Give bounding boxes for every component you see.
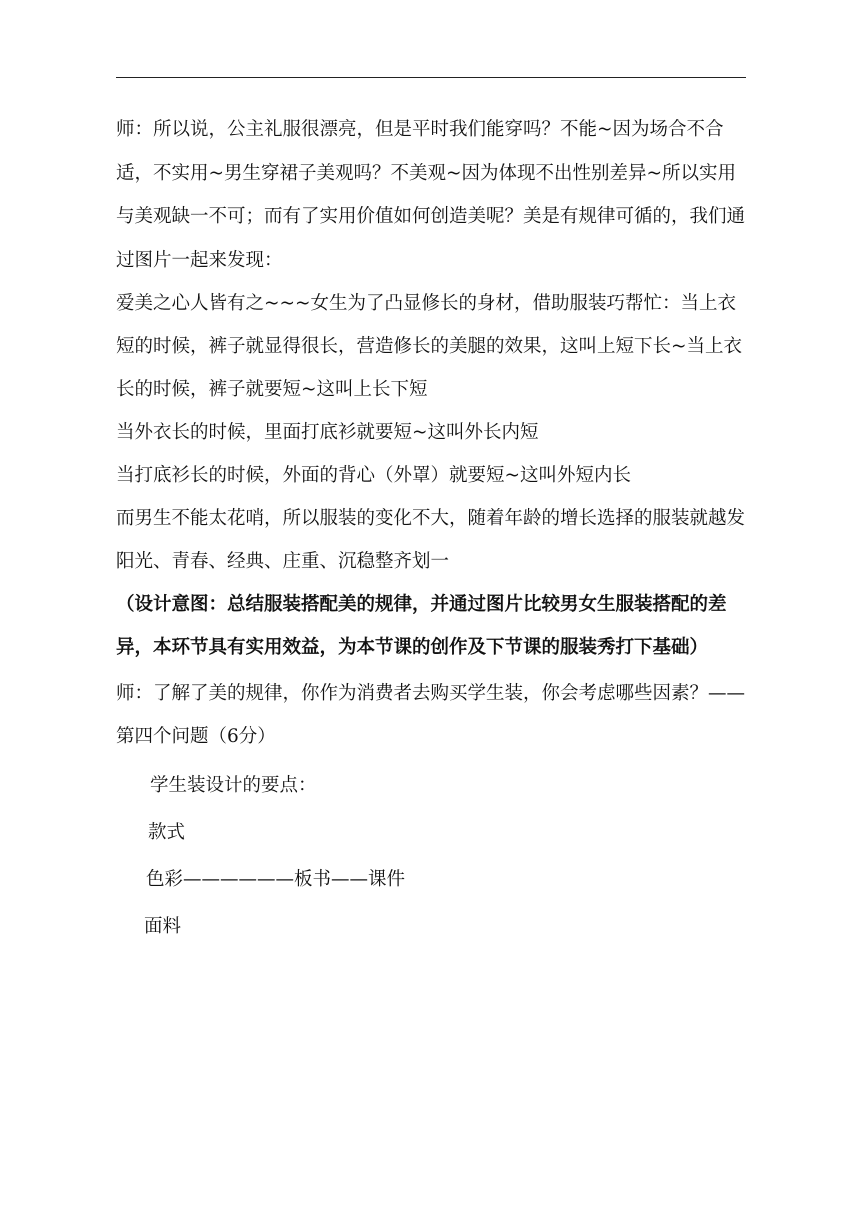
design-intent-note: （设计意图：总结服装搭配美的规律，并通过图片比较男女生服装搭配的差异，本环节具有实用效益，为本节课的创作及下节课的服装秀打下基础） [116, 594, 727, 658]
design-point-item: 色彩——————板书——课件 [146, 869, 406, 890]
document-body [116, 108, 748, 948]
paragraph-inner-long: 当打底衫长的时候，外面的背心（外罩）就要短~这叫外短内长 [116, 465, 632, 486]
paragraph-teacher-intro: 师：所以说，公主礼服很漂亮，但是平时我们能穿吗？不能~因为场合不合适，不实用~男生穿裙子美观吗？不美观~因为体现不出性别差异~所以实用与美观缺一不可；而有了实用价值如何创造美呢？美是有规律可循的，我们通过图片一起来发现： [116, 119, 746, 271]
design-point-item: 款式 [148, 822, 186, 843]
header-rule [116, 77, 746, 78]
paragraph-beauty-rules: 爱美之心人皆有之~~~女生为了凸显修长的身材，借助服装巧帮忙：当上衣短的时候，裤子就显得很长，营造修长的美腿的效果，这叫上短下长~当上衣长的时候，裤子就要短~这叫上长下短 [116, 293, 743, 400]
paragraph-boys-clothing: 而男生不能太花哨，所以服装的变化不大，随着年龄的增长选择的服装就越发阳光、青春、经典、庄重、沉稳整齐划一 [116, 508, 746, 572]
paragraph-question-four: 师：了解了美的规律，你作为消费者去购买学生装，你会考虑哪些因素？——第四个问题（6分） [116, 683, 746, 747]
design-point-item: 面料 [144, 916, 182, 937]
design-points-heading: 学生装设计的要点： [150, 775, 317, 796]
design-points-list [116, 764, 748, 948]
paragraph-outer-long: 当外衣长的时候，里面打底衫就要短~这叫外长内短 [116, 422, 539, 443]
